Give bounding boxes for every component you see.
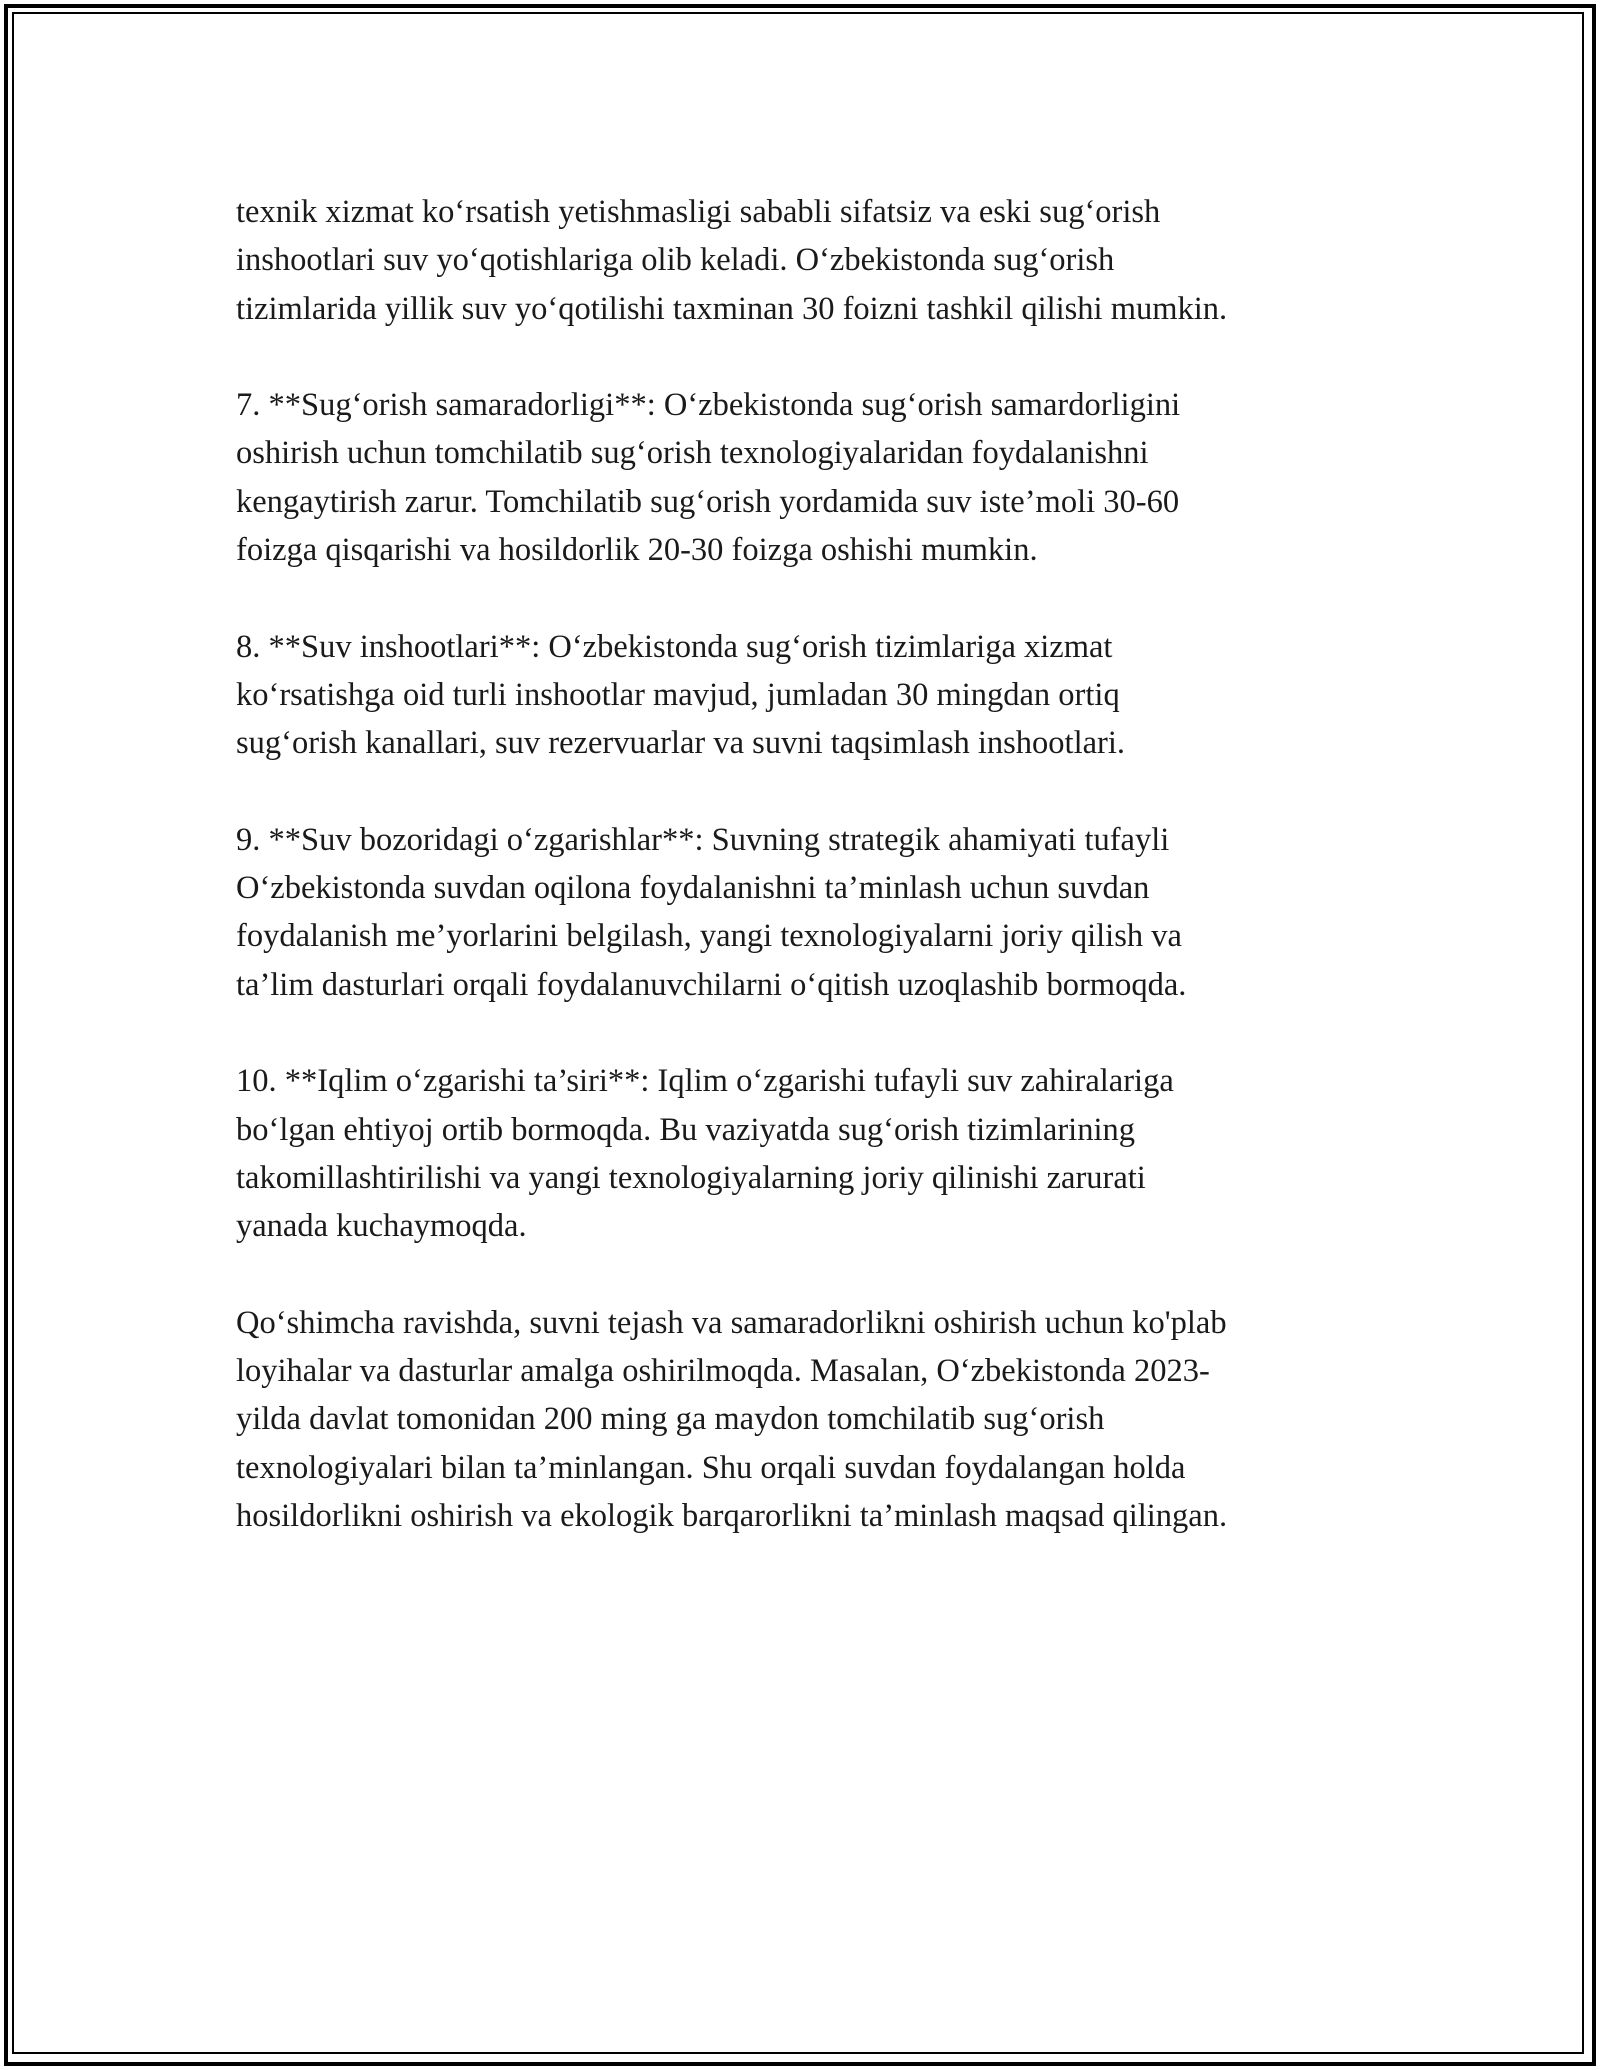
text-line: boʻlgan ehtiyoj ortib bormoqda. Bu vaziyatda sugʻorish tizimlarining (236, 1111, 1135, 1148)
document-body (236, 188, 1376, 1589)
paragraph-9-water-market (236, 816, 1376, 1009)
paragraph-8-water-facilities (236, 623, 1376, 768)
text-line: Qoʻshimcha ravishda, suvni tejash va samaradorlikni oshirish uchun ko'plab (236, 1304, 1227, 1341)
text-line: texnik xizmat koʻrsatish yetishmasligi sababli sifatsiz va eski sugʻorish (236, 194, 1161, 230)
paragraph-conclusion (236, 1299, 1376, 1540)
text-line: foizga qisqarishi va hosildorlik 20-30 foizga oshishi mumkin. (236, 532, 1038, 569)
paragraph-1 (236, 188, 1376, 333)
text-line: tizimlarida yillik suv yoʻqotilishi taxminan 30 foizni tashkil qilishi mumkin. (236, 290, 1228, 327)
text-line: takomillashtirilishi va yangi texnologiyalarning joriy qilinishi zarurati (236, 1159, 1146, 1196)
text-line: 7. **Sugʻorish samaradorligi**: Oʻzbekistonda sugʻorish samardorligini (236, 387, 1181, 424)
text-line: ta’lim dasturlari orqali foydalanuvchilarni oʻqitish uzoqlashib bormoqda. (236, 966, 1187, 1003)
text-line: texnologiyalari bilan ta’minlangan. Shu orqali suvdan foydalangan holda (236, 1449, 1186, 1486)
text-line: foydalanish me’yorlarini belgilash, yangi texnologiyalarni joriy qilish va (236, 918, 1182, 955)
paragraph-10-climate-impact (236, 1057, 1376, 1250)
text-line: Oʻzbekistonda suvdan oqilona foydalanishni ta’minlash uchun suvdan (236, 870, 1150, 907)
text-line: sugʻorish kanallari, suv rezervuarlar va suvni taqsimlash inshootlari. (236, 725, 1126, 762)
text-line: inshootlari suv yoʻqotishlariga olib keladi. Oʻzbekistonda sugʻorish (236, 242, 1115, 279)
text-line: 10. **Iqlim oʻzgarishi ta’siri**: Iqlim oʻzgarishi tufayli suv zahiralariga (236, 1063, 1174, 1100)
text-line: loyihalar va dasturlar amalga oshirilmoqda. Masalan, Oʻzbekistonda 2023- (236, 1353, 1210, 1390)
paragraph-7-irrigation-efficiency (236, 381, 1376, 574)
text-line: 8. **Suv inshootlari**: Oʻzbekistonda sugʻorish tizimlariga xizmat (236, 628, 1113, 665)
text-line: kengaytirish zarur. Tomchilatib sugʻorish yordamida suv iste’moli 30-60 (236, 483, 1180, 520)
text-line: yanada kuchaymoqda. (236, 1208, 527, 1245)
text-line: koʻrsatishga oid turli inshootlar mavjud, jumladan 30 mingdan ortiq (236, 676, 1120, 713)
text-line: 9. **Suv bozoridagi oʻzgarishlar**: Suvning strategik ahamiyati tufayli (236, 821, 1170, 858)
text-line: hosildorlikni oshirish va ekologik barqarorlikni ta’minlash maqsad qilingan. (236, 1498, 1228, 1535)
text-line: yilda davlat tomonidan 200 ming ga maydon tomchilatib sugʻorish (236, 1401, 1105, 1438)
text-line: oshirish uchun tomchilatib sugʻorish texnologiyalaridan foydalanishni (236, 435, 1149, 472)
